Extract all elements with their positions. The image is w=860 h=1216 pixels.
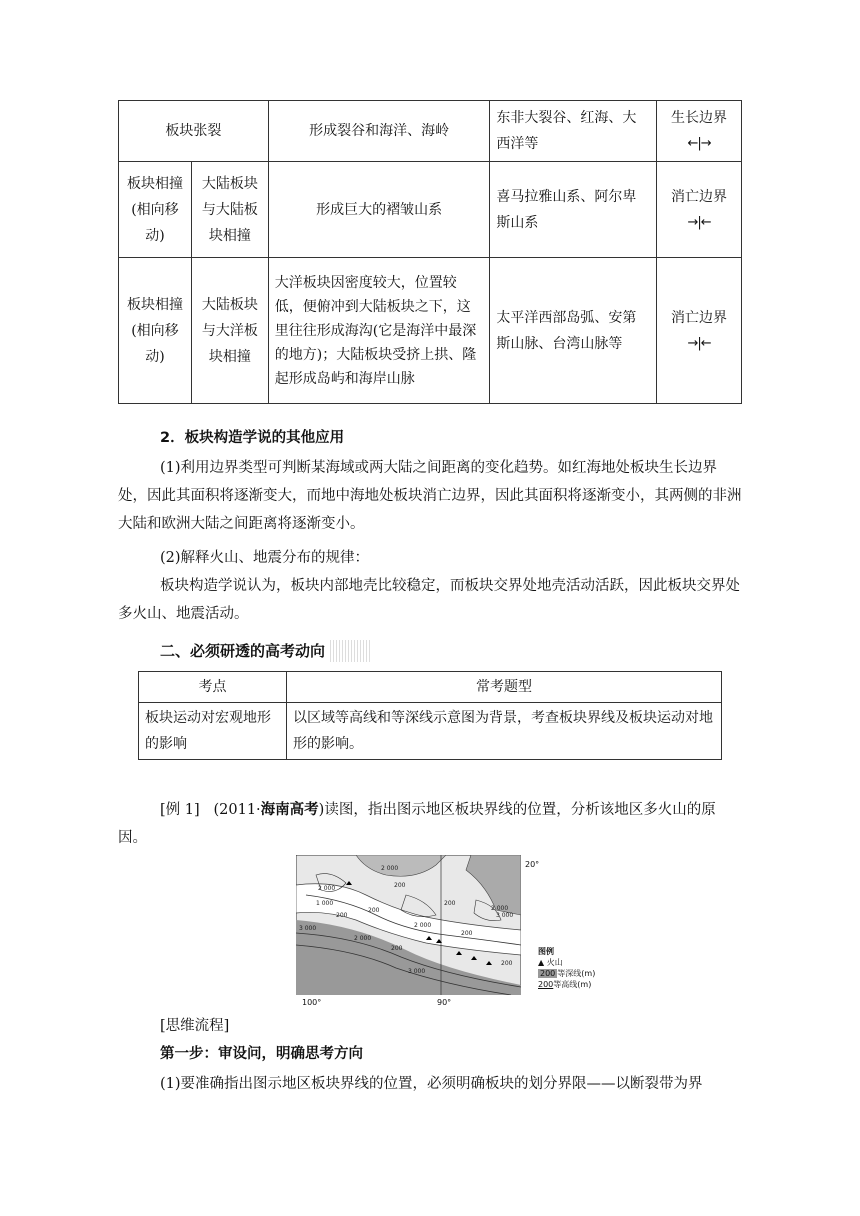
gaokao-table (138, 671, 722, 760)
table-cell: 板块相撞(相向移动) (119, 258, 192, 404)
legend-item (538, 957, 595, 968)
boundary-label: 消亡边界 (671, 309, 728, 326)
table-cell: 东非大裂谷、红海、大西洋等 (490, 101, 657, 162)
contour-label: 200 (501, 960, 513, 967)
volcano-icon: ▲ (538, 958, 545, 967)
contour-label: 3 000 (496, 912, 514, 919)
paragraph: (1)要准确指出图示地区板块界线的位置，必须明确板块的划分界限——以断裂带为界 (160, 1076, 703, 1092)
example-source: (2011· (213, 802, 261, 818)
table-cell: 板块相撞(相向移动) (119, 162, 192, 258)
legend-title: 图例 (538, 947, 554, 956)
table-cell (657, 162, 742, 258)
table-cell: 喜马拉雅山系、阿尔卑斯山系 (490, 162, 657, 258)
contour-label: 2 000 (381, 865, 399, 872)
table-cell: 大陆板块与大洋板块相撞 (191, 258, 268, 404)
legend-item (538, 979, 595, 990)
contour-label: 2 000 (414, 922, 432, 929)
table-cell: 太平洋西部岛弧、安第斯山脉、台湾山脉等 (490, 258, 657, 404)
table-row (139, 703, 722, 760)
table-cell: 形成裂谷和海洋、海岭 (268, 101, 490, 162)
paragraph: (2)解释火山、地震分布的规律： (160, 550, 370, 566)
table-cell: 大陆板块与大陆板块相撞 (191, 162, 268, 258)
contour-label: 1 000 (316, 900, 334, 907)
paragraph: 板块构造学说认为，板块内部地壳比较稳定，而板块交界处地壳活动活跃，因此板块交界处多火山、地震活动。 (118, 578, 740, 622)
contour-map (296, 855, 521, 995)
thinking-label: [思维流程] (160, 1018, 230, 1034)
table-row (119, 101, 742, 162)
contour-label: 3 000 (299, 925, 317, 932)
legend-label: 火山 (546, 958, 563, 967)
contour-label: 2 000 (318, 885, 336, 892)
example-text: )读图，指出图示地区板块界线的位置，分析该地区多火山的原因。 (118, 802, 716, 846)
table-row (119, 258, 742, 404)
contour-label: 2 000 (354, 935, 372, 942)
contour-label: 200 (368, 907, 380, 914)
step-heading: 第一步：审设问，明确思考方向 (160, 1046, 363, 1062)
contour-label: 200 (461, 930, 473, 937)
longitude-label: 100° (302, 998, 322, 1007)
contour-label: 200 (394, 882, 406, 889)
example-question (118, 796, 742, 852)
table-row (119, 162, 742, 258)
boundary-arrow: →|← (687, 214, 711, 230)
table-cell (657, 101, 742, 162)
longitude-label: 90° (437, 998, 452, 1007)
legend-label: 等深线(m) (557, 969, 596, 978)
table-header: 常考题型 (287, 672, 722, 703)
table-cell: 形成巨大的褶皱山系 (268, 162, 490, 258)
contour-label: 2 000 (491, 905, 509, 912)
legend-value: 200 (538, 980, 554, 989)
section-heading: 2．板块构造学说的其他应用 (160, 430, 345, 446)
example-label: [例 1] (160, 802, 200, 818)
contour-label: 200 (391, 945, 403, 952)
boundary-arrow: →|← (687, 335, 711, 351)
table-cell: 以区域等高线和等深线示意图为背景，考查板块界线及板块运动对地形的影响。 (287, 703, 722, 760)
legend-item (538, 968, 595, 979)
contour-label: 200 (444, 900, 456, 907)
table-row (139, 672, 722, 703)
table-cell: 板块张裂 (119, 101, 269, 162)
boundary-label: 消亡边界 (671, 188, 728, 205)
section-title: 二、必须研透的高考动向 (160, 640, 370, 662)
table-header: 考点 (139, 672, 287, 703)
map-legend (538, 946, 595, 990)
paragraph: (1)利用边界类型可判断某海域或两大陆之间距离的变化趋势。如红海地处板块生长边界处，因此其面积将逐渐变大，而地中海地处板块消亡边界，因此其面积将逐渐变小，其两侧的非洲大陆和欧洲大陆之间距离将逐渐变小。 (118, 460, 742, 532)
legend-label: 等高线(m) (553, 980, 592, 989)
latitude-label: 20° (525, 860, 540, 869)
example-source-bold: 海南高考 (260, 802, 319, 818)
contour-label: 3 000 (408, 968, 426, 975)
boundary-arrow: ←|→ (687, 136, 711, 151)
boundary-label: 生长边界 (671, 110, 728, 126)
table-cell: 大洋板块因密度较大，位置较低，便俯冲到大陆板块之下，这里往往形成海沟(它是海洋中最深的地方)；大陆板块受挤上拱、隆起形成岛屿和海岸山脉 (268, 258, 490, 404)
plate-boundary-table (118, 100, 742, 404)
table-cell: 板块运动对宏观地形的影响 (139, 703, 287, 760)
contour-label: 200 (336, 912, 348, 919)
legend-value: 200 (540, 969, 556, 978)
table-cell (657, 258, 742, 404)
